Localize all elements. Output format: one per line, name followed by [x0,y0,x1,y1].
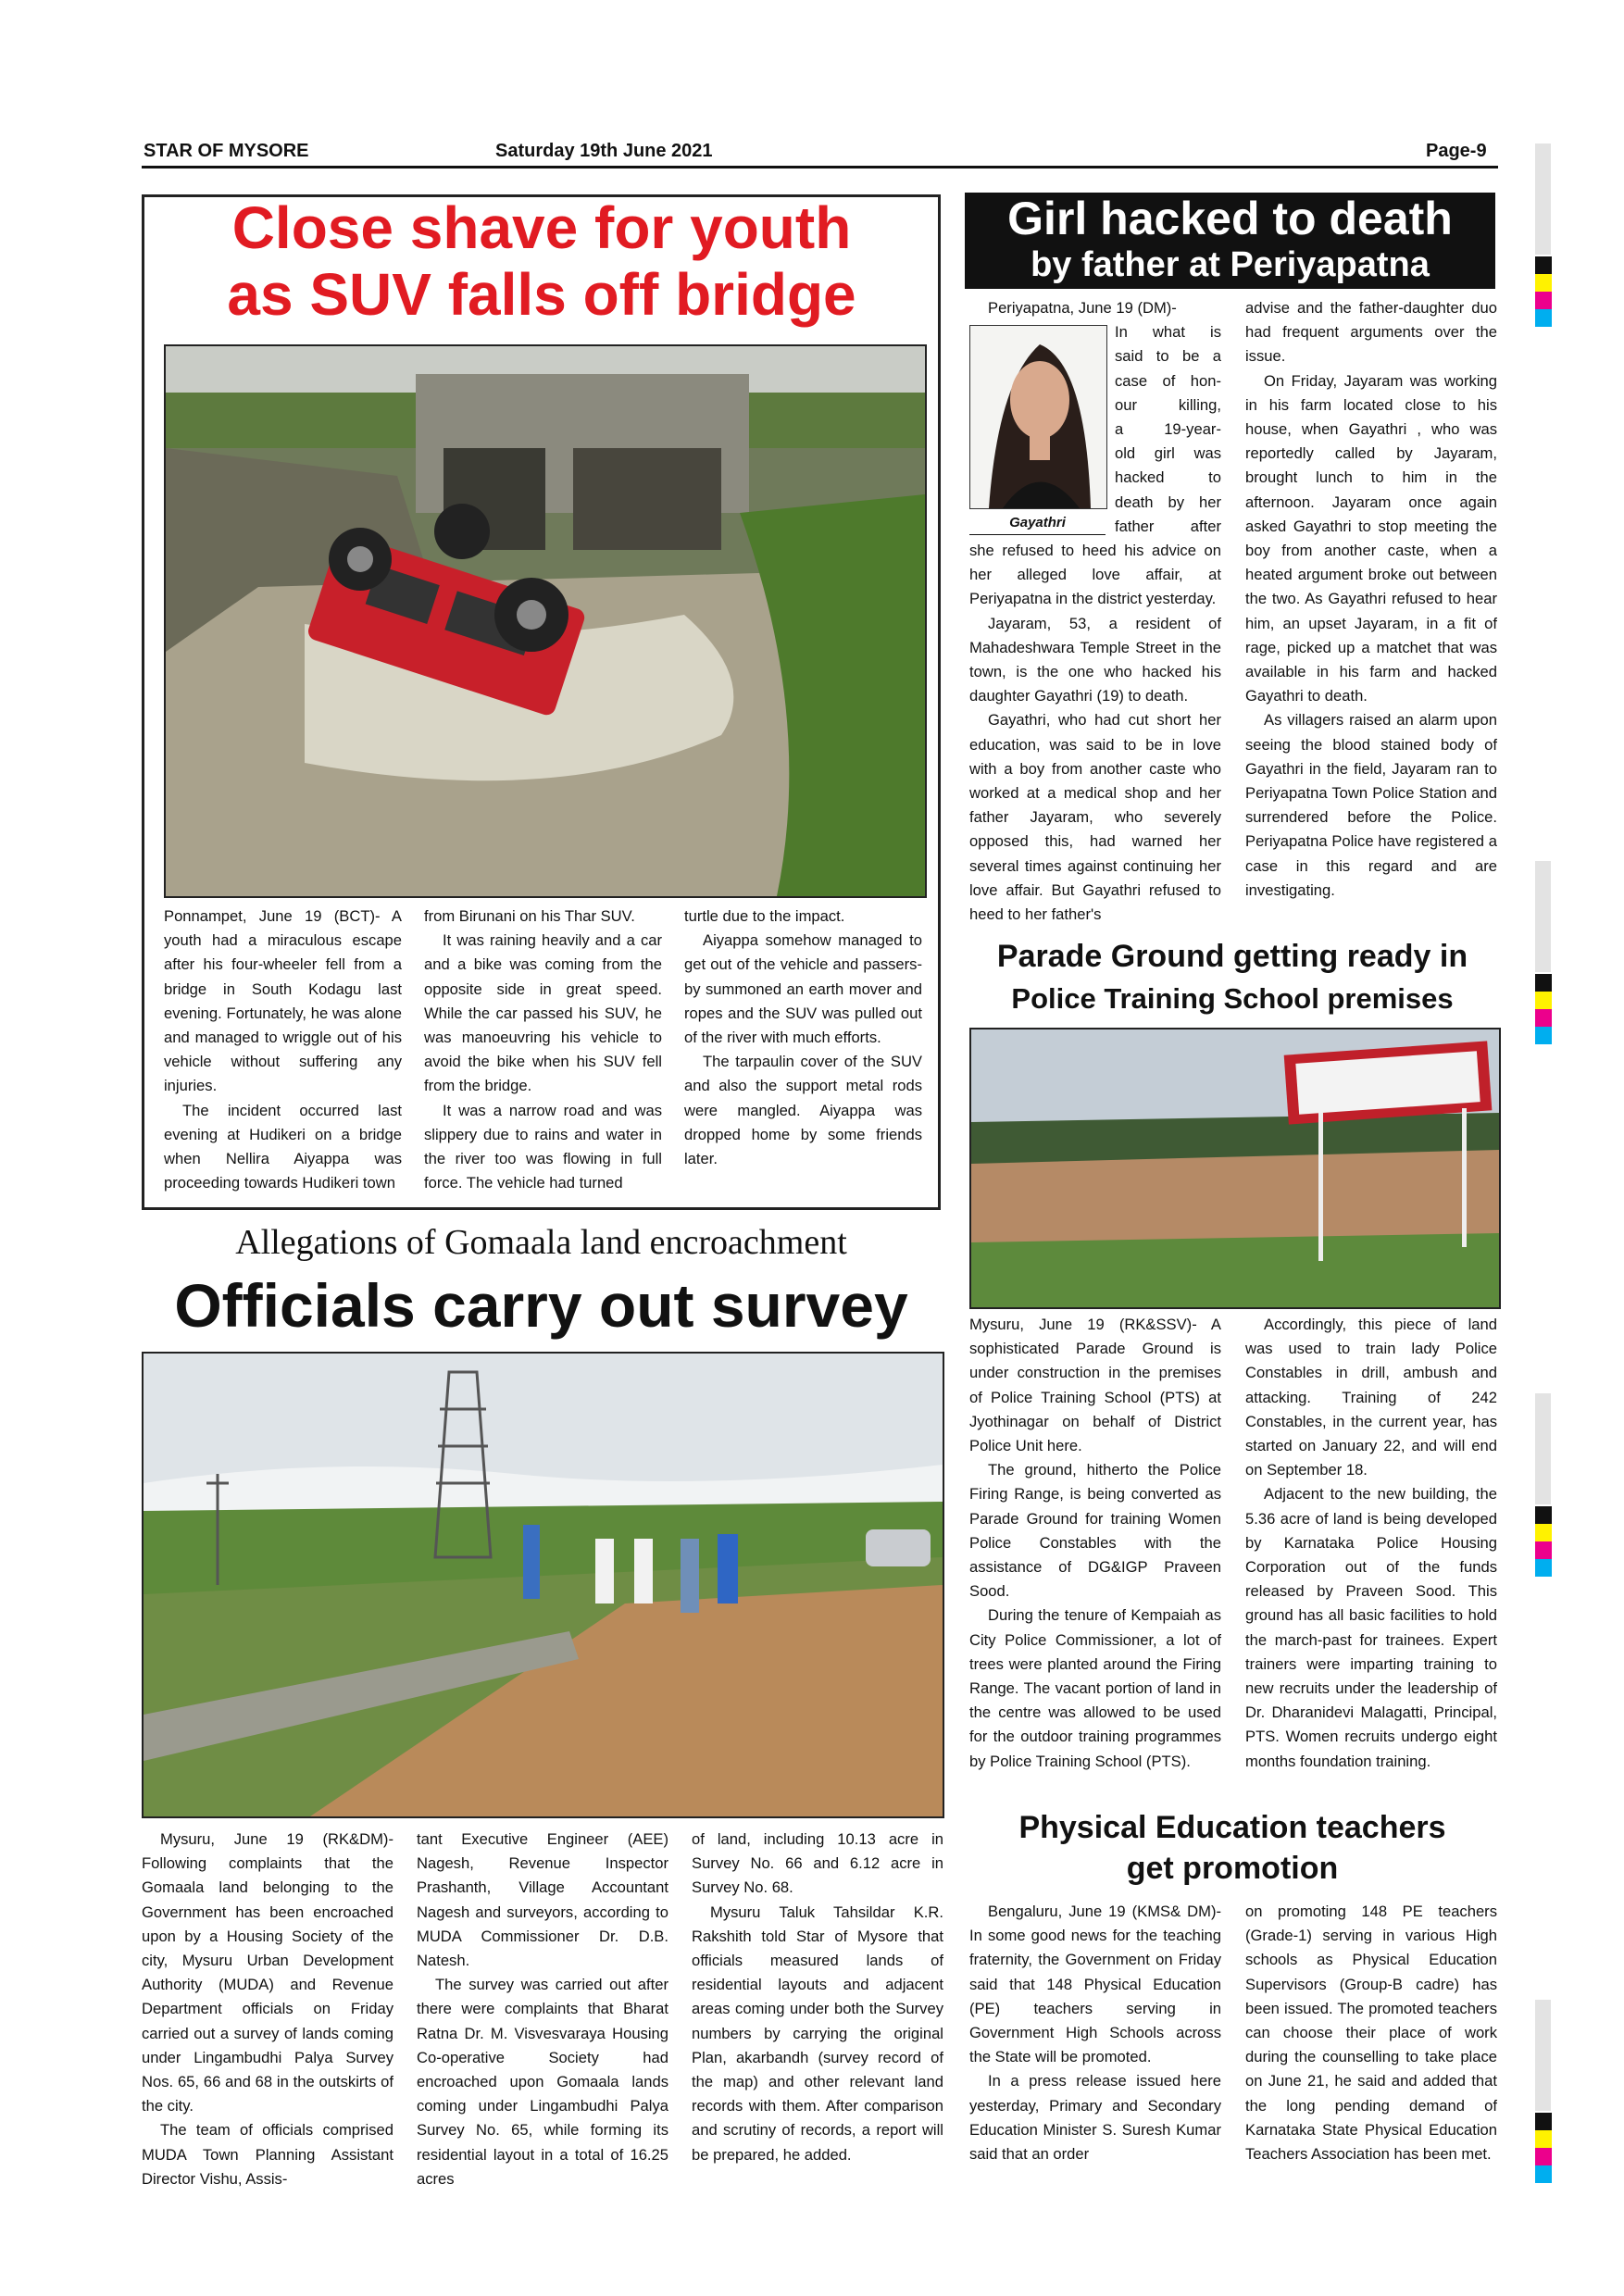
girl-col2 [1245,296,1497,903]
page-number: Page-9 [1426,141,1487,161]
suv-headline-line2: as SUV falls off bridge [227,261,856,328]
girl-wrap-line: hacked to [1115,468,1221,487]
survey-headline: Officials carry out survey [174,1271,908,1340]
survey-col1 [142,1828,394,2191]
girl-col1-para: she refused to heed his advice on her alleged love affair, at Periyapatna in the district yesterday. [969,542,1221,608]
parade-col1 [969,1313,1221,1774]
girl-wrap-line: said to be a [1115,347,1221,366]
girl-wrap-line: In what is [1115,323,1221,342]
parade-col1-para: During the tenure of Kempaiah as City Police Commissioner, a lot of trees were planted around the Firing Range. The vacant portion of land in the centre was allowed to be used for the outdoor training programmes by Police Training School (PTS). [969,1606,1221,1770]
parade-photo [969,1028,1501,1309]
register-mark [1535,256,1552,327]
suv-col1-para: The incident occurred last evening at Hudikeri on a bridge when Nellira Aiyappa was proceeding towards Hudikeri town [164,1101,402,1192]
parade-headline-line2: Police Training School premises [1011,982,1454,1015]
header-rule [142,166,1498,168]
survey-col2 [417,1828,668,2191]
parade-col2 [1245,1313,1497,1774]
suv-col3 [684,905,922,1171]
girl-wrap-line: father after [1115,517,1221,535]
survey-col1-para: Mysuru, June 19 (RK&DM)- Following complaints that the Gomaala land belonging to the Government has been encroached upon by a Housing Society of the city, Mysuru Urban Development Authority (MUDA) and Revenue Department officials on Friday carried out a survey of lands coming under Lingambudhi Palya Survey Nos. 65, 66 and 68 in the outskirts of the city. [142,1830,394,2115]
suv-col3-para: turtle due to the impact. [684,907,845,925]
survey-col1-para: The team of officials comprised MUDA Town Planning Assistant Director Vishu, Assis- [142,2121,394,2188]
suv-headline [148,194,935,328]
register-mark [1535,2113,1552,2183]
parade-headline [965,934,1500,1019]
pe-col1-para: In a press release issued here yesterday, Primary and Secondary Education Minister S. Suresh Kumar said that an order [969,2072,1221,2164]
girl-headline-line1: Girl hacked to death [1007,193,1453,244]
parade-col1-para: The ground, hitherto the Police Firing Range, is being converted as Parade Ground for training Women Police Constables with the assistance of DG&IGP Praveen Sood. [969,1461,1221,1601]
register-mark [1535,974,1552,1044]
register-grey-bar [1535,2000,1551,2111]
girl-wrap-line: our killing, [1115,395,1221,414]
suv-photo [164,344,927,898]
girl-headline-line2: by father at Periyapatna [1031,245,1430,284]
suv-col2-para: It was raining heavily and a car and a bike was coming from the opposite side in great speed. While the car passed his SUV, he was manoeuvring his vehicle to avoid the bike when his SUV fell from the bridge. [424,931,662,1095]
gayathri-caption: Gayathri [1009,515,1066,530]
parade-col2-para: Accordingly, this piece of land was used to train lady Police Constables in drill, ambush and attacking. Training of 242 Constables, in the current year, has started on January 22, and will end on September 18. [1245,1316,1497,1479]
girl-wrap-line: old girl was [1115,444,1221,463]
paper-name: STAR OF MYSORE [144,141,309,161]
girl-col2-para: As villagers raised an alarm upon seeing the blood stained body of Gayathri in the field, Jayaram ran to Periyapatna Town Police Station and surrendered before the Police. Periyapatna Police have registered a case in this regard and are investigating. [1245,711,1497,899]
girl-col1-para: Gayathri, who had cut short her education, was said to be in love with a boy from another caste who worked at a medical shop and her father Jayaram, who severely opposed this, had warned her several times against continuing her love affair. But Gayathri refused to heed to her father's [969,711,1221,924]
survey-kicker: Allegations of Gomaala land encroachment [235,1223,847,1262]
girl-col2-para: advise and the father-daughter duo had frequent arguments over the issue. [1245,299,1497,366]
suv-col2-para: from Birunani on his Thar SUV. [424,907,635,925]
girl-wrap-line: a 19-year- [1115,420,1221,439]
suv-headline-line1: Close shave for youth [231,194,852,261]
survey-col2-para: The survey was carried out after there were complaints that Bharat Ratna Dr. M. Visvesvaraya Housing Co-operative Society had encroached upon Gomaala lands coming under Lingambudhi Palya Survey No. 65, while forming its residential layout in a total of 16.25 acres [417,1976,668,2188]
pe-headline [965,1807,1500,1889]
pe-col2 [1245,1900,1497,2166]
suv-col2 [424,905,662,1195]
suv-col2-para: It was a narrow road and was slippery due to rains and water in the river too was flowing in full force. The vehicle had turned [424,1101,662,1192]
pe-col2-para: on promoting 148 PE teachers (Grade-1) serving in various High schools as Physical Education Supervisors (Group-B cadre) has been issued. The promoted teachers can choose their place of work during the counselling to take place on June 21, he said and added that the long pending demand of Karnataka State Physical Education Teachers Association has been met. [1245,1903,1497,2164]
girl-wrap-line: Periyapatna, June 19 (DM)- [988,299,1177,317]
issue-date: Saturday 19th June 2021 [495,141,713,161]
pe-col1 [969,1900,1221,2166]
survey-photo [142,1352,944,1818]
pe-col1-para: Bengaluru, June 19 (KMS& DM)- In some good news for the teaching fraternity, the Government on Friday said that 148 Physical Education (PE) teachers serving in Government High Schools across the State will be promoted. [969,1903,1221,2066]
girl-col2-para: On Friday, Jayaram was working in his farm located close to his house, when Gayathri , who was reportedly called by Jayaram, brought lunch to him in the afternoon. Jayaram once again asked Gayathri to stop meeting the boy from another caste, when a heated argument broke out between the two. As Gayathri refused to hear him, an upset Jayaram, in a fit of rage, picked up a matchet that was available in his farm and hacked Gayathri to death. [1245,371,1497,705]
survey-col3 [692,1828,943,2167]
suv-col1 [164,905,402,1195]
suv-col3-para: Aiyappa somehow managed to get out of the vehicle and passers-by summoned an earth mover and ropes and the SUV was pulled out of the river with much efforts. [684,931,922,1047]
survey-col3-para: of land, including 10.13 acre in Survey No. 66 and 6.12 acre in Survey No. 68. [692,1830,943,1897]
parade-headline-line1: Parade Ground getting ready in [996,939,1468,974]
register-grey-bar [1535,144,1551,255]
girl-col1-para: Jayaram, 53, a resident of Mahadeshwara Temple Street in the town, is the one who hacked his daughter Gayathri (19) to death. [969,614,1221,705]
survey-col3-para: Mysuru Taluk Tahsildar K.R. Rakshith told Star of Mysore that officials measured lands of residential layouts and adjacent areas coming under both the Survey numbers by carrying the original Plan, akarbandh (survey record of the map) and other relevant land records with them. After comparison and scrutiny of records, a report will be prepared, he added. [692,1903,943,2164]
suv-col1-para: Ponnampet, June 19 (BCT)- A youth had a miraculous escape after his four-wheeler fell from a bridge in South Kodagu last evening. Fortunately, he was alone and managed to wriggle out of his vehicle without suffering any injuries. [164,907,402,1095]
girl-col1 [969,296,1221,927]
parade-col1-para: Mysuru, June 19 (RK&SSV)- A sophisticated Parade Ground is under construction in the premises of Police Training School (PTS) at Jyothinagar on behalf of District Police Unit here. [969,1316,1221,1455]
girl-headline-banner [965,193,1495,289]
parade-col2-para: Adjacent to the new building, the 5.36 acre of land is being developed by Karnataka Police Housing Corporation out of the funds released by Praveen Sood. This ground has all basic facilities to hold the march-past for trainees. Expert trainers were imparting training to new recruits under the leadership of Dr. Dharanidevi Malagatti, Principal, PTS. Women recruits undergo eight months foundation training. [1245,1485,1497,1770]
girl-wrap-line: death by her [1115,493,1221,511]
register-grey-bar [1535,1393,1551,1504]
pe-headline-line1: Physical Education teachers [1018,1810,1446,1845]
pe-headline-line2: get promotion [1126,1851,1339,1886]
survey-col2-para: tant Executive Engineer (AEE) Nagesh, Revenue Inspector Prashanth, Village Accountant Nagesh and surveyors, according to MUDA Commissioner Dr. D.B. Natesh. [417,1830,668,1970]
register-grey-bar [1535,861,1551,972]
suv-col3-para: The tarpaulin cover of the SUV and also the support metal rods were mangled. Aiyappa was dropped home by some friends later. [684,1053,922,1168]
register-mark [1535,1506,1552,1577]
girl-wrap-line: case of hon- [1115,371,1221,390]
